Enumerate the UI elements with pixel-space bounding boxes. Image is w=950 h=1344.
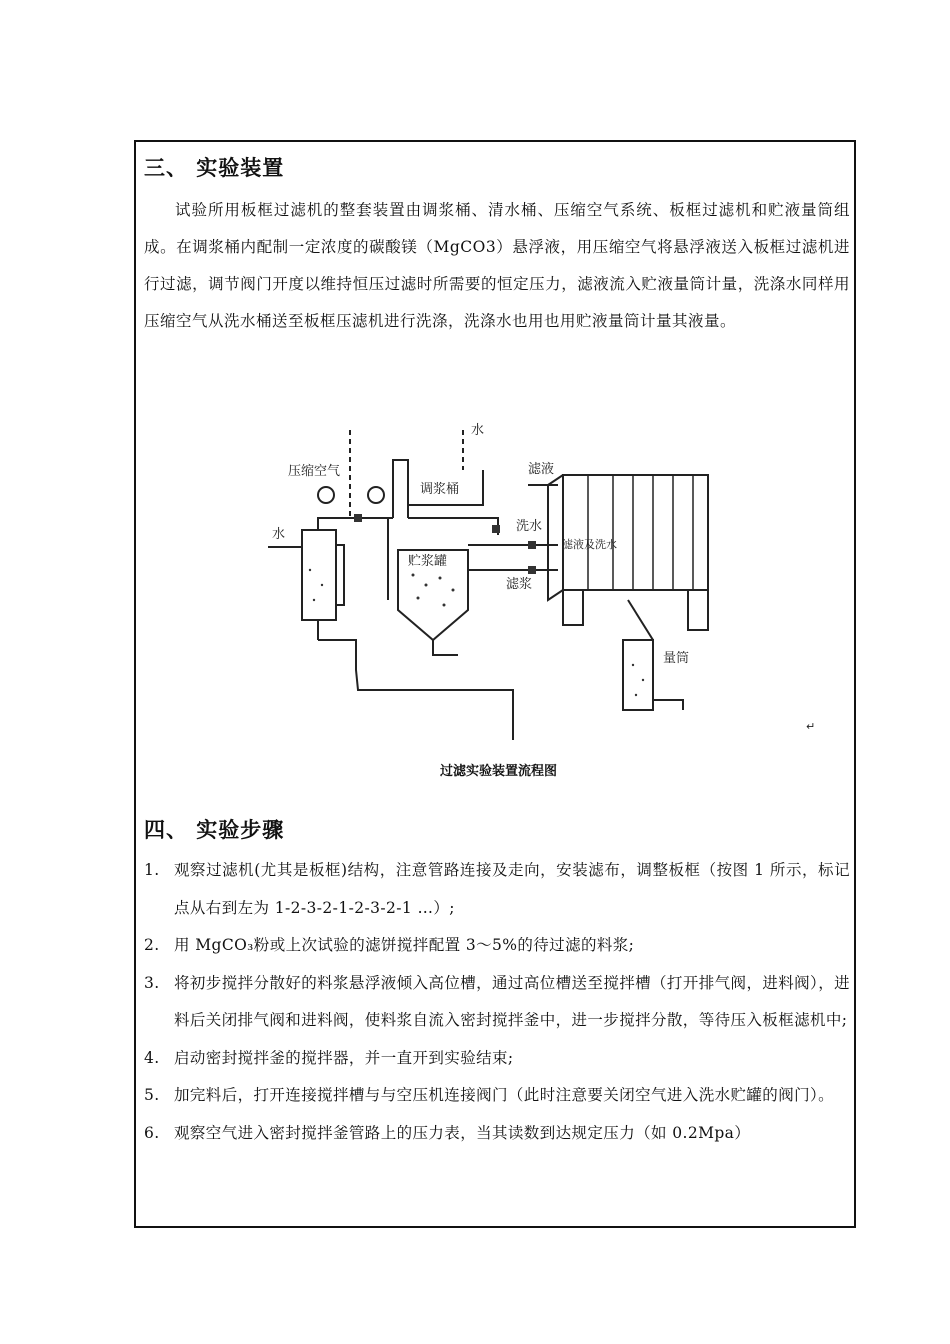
step-text: 启动密封搅拌釜的搅拌器，并一直开到实验结束; bbox=[174, 1048, 514, 1067]
label-water-top: 水 bbox=[471, 423, 485, 438]
section-3-paragraph bbox=[144, 192, 850, 340]
slurry-feed-pipe bbox=[408, 518, 498, 535]
storage-drain bbox=[433, 640, 458, 655]
label-filtrate-and-wash: 滤液及洗水 bbox=[562, 538, 617, 551]
label-water-left: 水 bbox=[272, 527, 286, 542]
pressure-gauge-right bbox=[368, 487, 384, 503]
list-item bbox=[144, 1077, 850, 1115]
section-4-title: 四、 实验步骤 bbox=[144, 818, 285, 842]
label-wash-water: 洗水 bbox=[516, 519, 543, 534]
label-measuring-cylinder: 量筒 bbox=[663, 651, 690, 666]
riser-pipe bbox=[393, 460, 408, 518]
filter-press-body bbox=[563, 475, 708, 590]
apparatus-description: 试验所用板框过滤机的整套装置由调浆桶、清水桶、压缩空气系统、板框过滤机和贮液量筒组成。在调浆桶内配制一定浓度的碳酸镁（MgCO3）悬浮液，用压缩空气将悬浮液送入板框过滤机进行过滤，调节阀门开度以维持恒压过滤时所需要的恒定压力，滤液流入贮液量筒计量，洗涤水同样用压缩空气从洗水桶送至板框压滤机进行洗涤，洗涤水也用也用贮液量筒计量其液量。 bbox=[144, 201, 850, 330]
list-item bbox=[144, 927, 850, 965]
clean-water-tank bbox=[302, 530, 336, 620]
label-slurry-tank: 调浆桶 bbox=[420, 482, 460, 497]
step-number: 6. bbox=[144, 1123, 160, 1142]
filter-press-head bbox=[548, 475, 563, 600]
step-number: 1. bbox=[144, 861, 160, 879]
return-mark: ↵ bbox=[806, 720, 816, 733]
measuring-cylinder bbox=[623, 640, 653, 710]
label-storage-tank: 贮浆罐 bbox=[408, 554, 448, 569]
label-compressed-air: 压缩空气 bbox=[288, 464, 341, 479]
cylinder-drain bbox=[653, 700, 683, 710]
filtrate-to-cylinder bbox=[628, 600, 653, 650]
section-3-title: 三、 实验装置 bbox=[144, 156, 285, 180]
filter-press-legs bbox=[563, 590, 708, 630]
step-text: 加完料后，打开连接搅拌槽与与空压机连接阀门（此时注意要关闭空气进入洗水贮罐的阀门）。 bbox=[174, 1086, 835, 1104]
step-number: 3. bbox=[144, 973, 160, 992]
label-filtrate: 滤液 bbox=[528, 462, 555, 477]
valve-a bbox=[354, 514, 362, 522]
steps-list bbox=[144, 852, 850, 1152]
step-number: 2. bbox=[144, 936, 160, 954]
list-item bbox=[144, 1040, 850, 1078]
list-item bbox=[144, 852, 850, 927]
return-line bbox=[318, 640, 513, 740]
label-filter-cake: 滤浆 bbox=[506, 577, 533, 592]
list-item bbox=[144, 1115, 850, 1153]
filtration-flow-diagram bbox=[258, 400, 828, 740]
valve-c bbox=[528, 541, 536, 549]
level-gauge bbox=[336, 545, 344, 605]
valve-d bbox=[528, 566, 536, 574]
filter-plates bbox=[588, 475, 693, 590]
pressure-gauge-left bbox=[318, 487, 334, 503]
diagram-caption: 过滤实验装置流程图 bbox=[440, 764, 558, 779]
step-text: 将初步搅拌分散好的料浆悬浮液倾入高位槽，通过高位槽送至搅拌槽（打开排气阀，进料阀），进料后关闭排气阀和进料阀，使料浆自流入密封搅拌釜中，进一步搅拌分散，等待压入板框滤机中; bbox=[174, 973, 850, 1029]
step-text: 观察空气进入密封搅拌釜管路上的压力表，当其读数到达规定压力（如 0.2Mpa） bbox=[174, 1123, 751, 1142]
valve-b bbox=[492, 525, 500, 533]
list-item bbox=[144, 965, 850, 1040]
step-text: 观察过滤机(尤其是板框)结构，注意管路连接及走向，安装滤布，调整板框（按图 1 所示，标记点从右到左为 1-2-3-2-1-2-3-2-1 …）; bbox=[174, 861, 850, 917]
step-number: 4. bbox=[144, 1048, 160, 1067]
step-text: 用 MgCO₃粉或上次试验的滤饼搅拌配置 3～5%的待过滤的料浆; bbox=[174, 936, 635, 954]
step-number: 5. bbox=[144, 1086, 160, 1104]
